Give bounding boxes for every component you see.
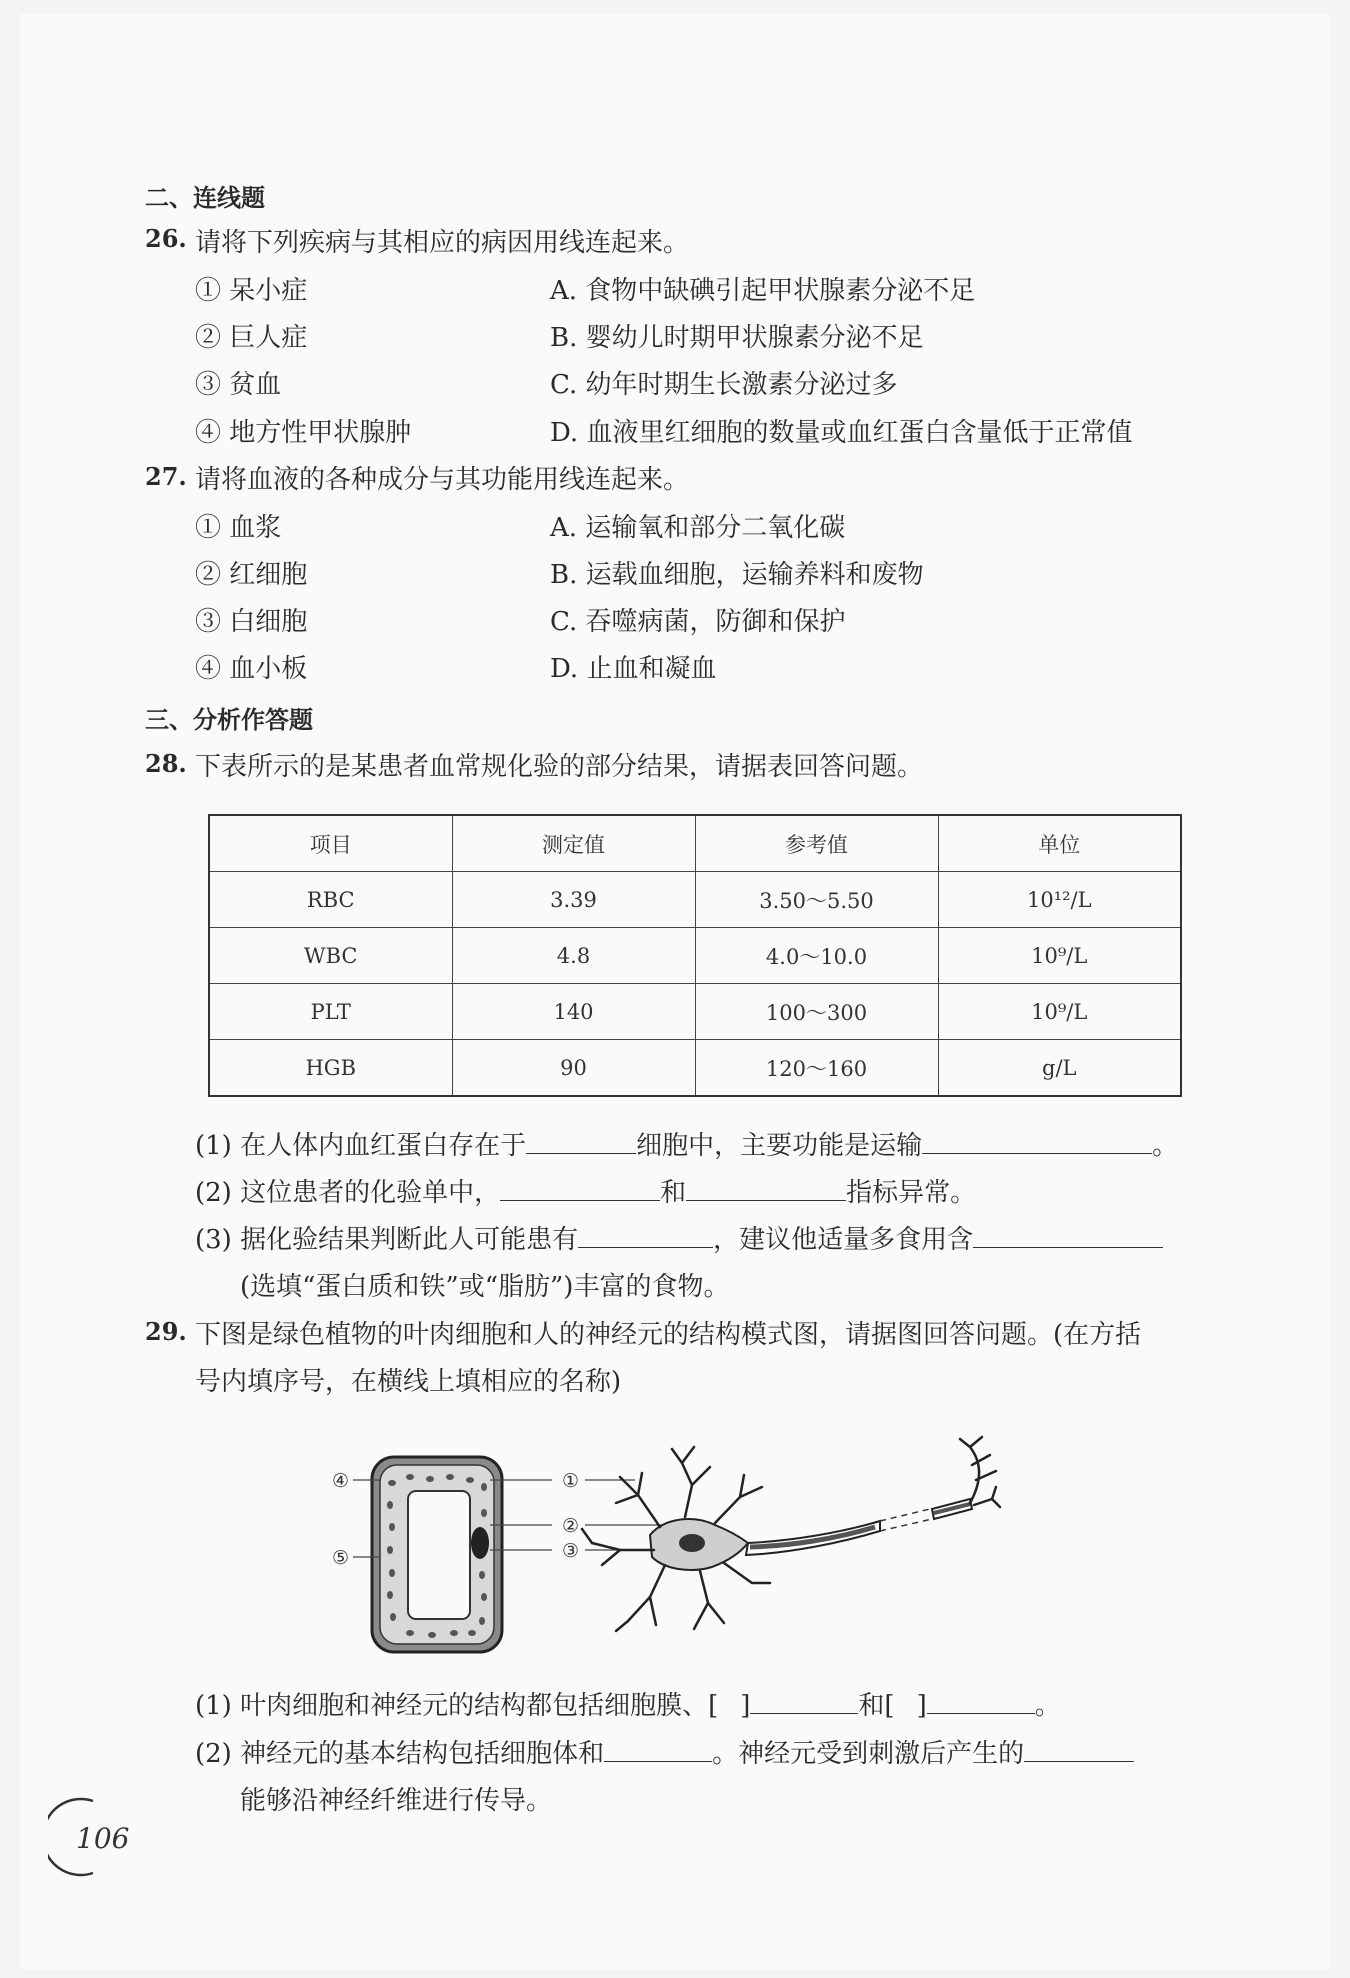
table-cell: 10¹²/L: [938, 872, 1181, 928]
neuron: [582, 1437, 1000, 1631]
table-cell: 10⁹/L: [938, 928, 1181, 984]
table-header-cell: 项目: [209, 815, 452, 872]
q26-left-1: ① 呆小症: [195, 276, 308, 306]
q26-right-c: C. 幼年时期生长激素分泌过多: [550, 370, 898, 400]
label-4: ④: [332, 1470, 350, 1492]
section-heading-3: 三、分析作答题: [145, 706, 313, 734]
q26-text: 请将下列疾病与其相应的病因用线连起来。: [195, 228, 690, 258]
q29-number: 29.: [145, 1317, 187, 1346]
q26-right-b: B. 婴幼儿时期甲状腺素分泌不足: [550, 323, 924, 353]
page-number: 106: [76, 1822, 130, 1855]
q26-right-d: D. 血液里红细胞的数量或血红蛋白含量低于正常值: [550, 418, 1133, 448]
table-cell: 90: [452, 1040, 695, 1097]
q27-text: 请将血液的各种成分与其功能用线连起来。: [195, 465, 690, 495]
table-cell: 3.39: [452, 872, 695, 928]
answer-blank[interactable]: [922, 1127, 1152, 1154]
label-2: ②: [562, 1515, 580, 1537]
q26-right-a: A. 食物中缺碘引起甲状腺素分泌不足: [550, 276, 976, 306]
q27-right-a: A. 运输氧和部分二氧化碳: [550, 513, 846, 543]
q26-left-2: ② 巨人症: [195, 323, 308, 353]
q27-right-d: D. 止血和凝血: [550, 654, 717, 684]
section-heading-2: 二、连线题: [145, 184, 265, 212]
table-cell: RBC: [209, 872, 452, 928]
table-cell: 3.50～5.50: [695, 872, 938, 928]
table-cell: 4.8: [452, 928, 695, 984]
table-row: [209, 1040, 1181, 1097]
table-header-cell: 单位: [938, 815, 1181, 872]
answer-blank[interactable]: [750, 1687, 858, 1714]
table-cell: 100～300: [695, 984, 938, 1040]
table-row: [209, 984, 1181, 1040]
q28-sub3-cont: (选填“蛋白质和铁”或“脂肪”)丰富的食物。: [240, 1272, 730, 1302]
answer-blank[interactable]: [500, 1174, 660, 1201]
table-cell: g/L: [938, 1040, 1181, 1097]
q28-sub1: (1) 在人体内血红蛋白存在于 细胞中，主要功能是运输 。: [195, 1125, 1178, 1162]
q27-left-1: ① 血浆: [195, 513, 282, 543]
q28-text: 下表所示的是某患者血常规化验的部分结果，请据表回答问题。: [195, 752, 924, 782]
table-row: [209, 872, 1181, 928]
q28-number: 28.: [145, 749, 187, 778]
q26-left-3: ③ 贫血: [195, 370, 282, 400]
table-cell: 140: [452, 984, 695, 1040]
table-row: [209, 928, 1181, 984]
q27-left-2: ② 红细胞: [195, 560, 308, 590]
q28-sub2: (2) 这位患者的化验单中， 和 指标异常。: [195, 1172, 976, 1209]
answer-blank[interactable]: [604, 1735, 712, 1762]
answer-blank[interactable]: [526, 1127, 636, 1154]
table-header-cell: 参考值: [695, 815, 938, 872]
table-cell: 4.0～10.0: [695, 928, 938, 984]
table-cell: PLT: [209, 984, 452, 1040]
q29-text-line2: 号内填序号，在横线上填相应的名称): [195, 1367, 622, 1397]
answer-blank[interactable]: [1024, 1735, 1134, 1762]
q29-sub2-cont: 能够沿神经纤维进行传导。: [240, 1786, 553, 1816]
q27-right-c: C. 吞噬病菌，防御和保护: [550, 607, 846, 637]
answer-blank[interactable]: [927, 1687, 1035, 1714]
answer-blank[interactable]: [578, 1221, 713, 1248]
page-number-badge: [48, 1793, 138, 1877]
label-1: ①: [562, 1470, 580, 1492]
q29-sub2: (2) 神经元的基本结构包括细胞体和 。神经元受到刺激后产生的: [195, 1733, 1134, 1770]
q29-text-line1: 下图是绿色植物的叶肉细胞和人的神经元的结构模式图，请据图回答问题。(在方括: [195, 1320, 1142, 1350]
answer-blank[interactable]: [973, 1221, 1163, 1248]
table-header-cell: 测定值: [452, 815, 695, 872]
q29-sub1: (1) 叶肉细胞和神经元的结构都包括细胞膜、[ ] 和[ ] 。: [195, 1685, 1061, 1722]
label-5: ⑤: [332, 1547, 350, 1569]
table-cell: 10⁹/L: [938, 984, 1181, 1040]
table-cell: 120～160: [695, 1040, 938, 1097]
q26-number: 26.: [145, 224, 187, 253]
q27-left-3: ③ 白细胞: [195, 607, 308, 637]
leaf-cell: [372, 1457, 502, 1652]
q27-left-4: ④ 血小板: [195, 654, 308, 684]
label-3: ③: [562, 1540, 580, 1562]
q26-left-4: ④ 地方性甲状腺肿: [195, 418, 412, 448]
q27-right-b: B. 运载血细胞，运输养料和废物: [550, 560, 924, 590]
answer-blank[interactable]: [686, 1174, 846, 1201]
cell-neuron-figure: [320, 1425, 1040, 1665]
blood-test-table: [208, 814, 1182, 1097]
table-header-row: [209, 815, 1181, 872]
q28-sub3: (3) 据化验结果判断此人可能患有 ，建议他适量多食用含: [195, 1219, 1163, 1256]
table-cell: WBC: [209, 928, 452, 984]
q27-number: 27.: [145, 462, 187, 491]
table-cell: HGB: [209, 1040, 452, 1097]
